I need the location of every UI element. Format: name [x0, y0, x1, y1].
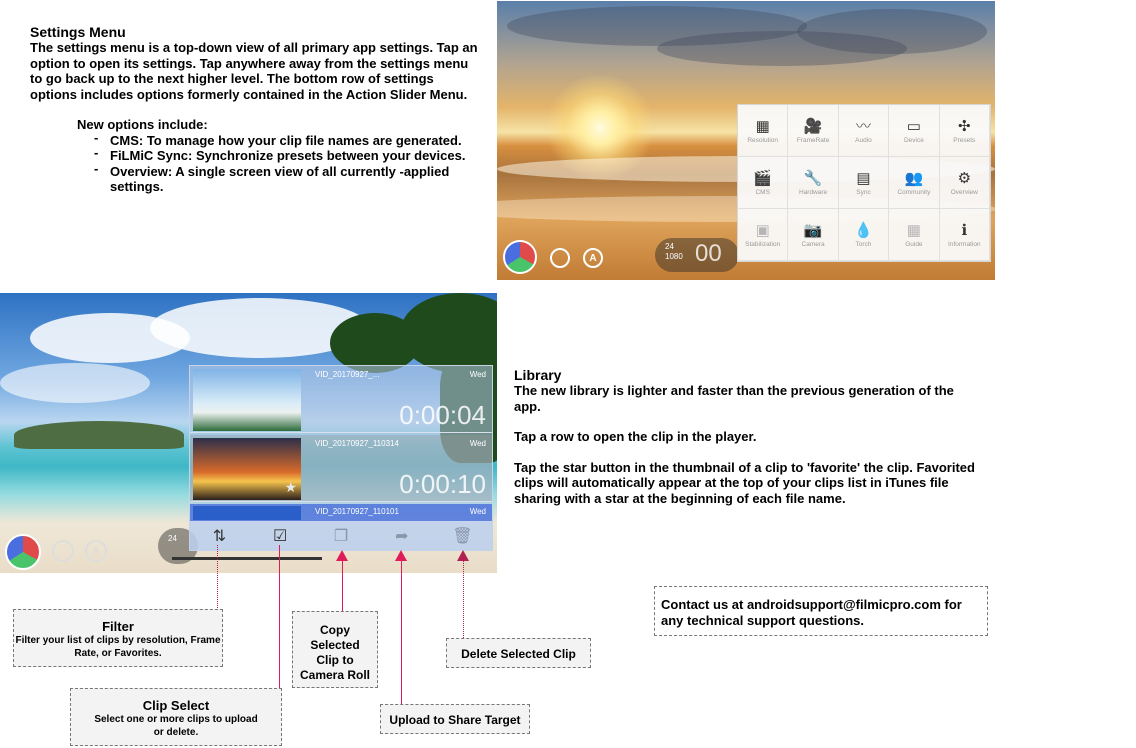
settings-option-guide[interactable]: [889, 209, 939, 261]
copy-connector: [342, 560, 343, 612]
contact-box: [654, 586, 988, 636]
color-wheel-icon[interactable]: [5, 534, 41, 570]
resolution-icon: ▦: [755, 117, 770, 135]
information-icon: ℹ: [961, 221, 968, 239]
library-clip-row[interactable]: [190, 504, 492, 522]
library-title: Library: [514, 367, 562, 383]
resolution-readout-top: 24: [665, 242, 674, 251]
community-icon: 👥: [904, 169, 924, 187]
clip-duration: 0:00:04: [399, 400, 486, 430]
settings-option-label: Information: [948, 240, 981, 248]
settings-option-label: Resolution: [747, 136, 779, 144]
settings-menu-title: Settings Menu: [30, 24, 126, 40]
delete-callout: [446, 638, 591, 668]
clip-name: VID_20170927_110314: [315, 439, 399, 448]
new-option-overview: - Overview: A single screen view of all currently -applied settings.: [108, 164, 480, 195]
clip-day: Wed: [469, 370, 486, 379]
settings-option-sync[interactable]: [839, 157, 889, 209]
clip-name: VID_20170927_110101: [315, 507, 399, 516]
favorite-star-icon[interactable]: ★: [284, 479, 297, 495]
delete-callout-title: Delete Selected Clip: [461, 647, 576, 661]
copy-callout: [292, 611, 378, 688]
clip-thumbnail[interactable]: [193, 369, 301, 431]
clip-select-callout-title: Clip Select: [142, 698, 210, 713]
settings-option-hardware[interactable]: [788, 157, 838, 209]
focus-reticle-icon[interactable]: [550, 248, 570, 268]
record-timer: 00: [695, 240, 722, 267]
hardware-icon: 🔧: [803, 169, 823, 187]
settings-option-label: Stabilization: [745, 240, 781, 248]
upload-callout-title: Upload to Share Target: [389, 713, 521, 727]
upload-connector: [401, 560, 402, 704]
settings-option-label: Presets: [953, 136, 976, 144]
settings-option-framerate[interactable]: [788, 105, 838, 157]
filter-callout: [13, 609, 223, 667]
clip-duration: 0:00:10: [399, 469, 486, 499]
settings-option-label: CMS: [755, 188, 770, 196]
frame-rate-icon: 🎥: [803, 117, 823, 135]
torch-icon: 💧: [854, 221, 873, 239]
copy-callout-title: Copy Selected Clip to Camera Roll: [299, 623, 371, 682]
sync-icon: ▤: [856, 169, 871, 187]
settings-option-label: Audio: [855, 136, 872, 144]
library-toolbar: [189, 521, 493, 551]
device-icon: ▭: [906, 117, 921, 135]
record-status-pill: [655, 238, 739, 272]
clip-day: Wed: [469, 439, 486, 448]
settings-option-device[interactable]: [889, 105, 939, 157]
filter-callout-desc: Filter your list of clips by resolution, Frame Rate, or Favorites.: [15, 635, 221, 659]
upload-arrow-icon: [395, 550, 407, 561]
copy-icon[interactable]: ❐: [333, 528, 349, 545]
audio-meter: [172, 557, 322, 560]
copy-arrow-icon: [336, 550, 348, 561]
library-paragraph-3: Tap the star button in the thumbnail of a clip to 'favorite' the clip. Favorited clips will automatically appear at the top of your clips list in iTunes file sharing with a star at the beginning of each file name.: [514, 459, 975, 506]
delete-icon[interactable]: 🗑: [452, 528, 473, 545]
clip-select-connector: [279, 545, 280, 689]
guide-icon: ▦: [906, 221, 921, 239]
settings-option-label: Camera: [801, 240, 825, 248]
settings-option-overview[interactable]: [940, 157, 990, 209]
library-paragraph-2: Tap a row to open the clip in the player.: [514, 429, 757, 444]
filter-icon[interactable]: ⇅: [212, 528, 227, 545]
settings-option-label: Sync: [856, 188, 871, 196]
resolution-readout-bottom: 1080: [665, 252, 683, 261]
settings-menu-paragraph: The settings menu is a top-down view of all primary app settings. Tap an option to open its settings. Tap anywhere away from the settings menu to go back up to the next higher level. The bottom row of settings options includes options formerly contained in the Action Slider Menu.: [30, 40, 478, 102]
color-wheel-icon[interactable]: [503, 240, 537, 274]
filter-connector: [217, 545, 218, 610]
stabilization-icon: ▣: [755, 221, 770, 239]
settings-option-cms[interactable]: [738, 157, 788, 209]
settings-option-audio[interactable]: [839, 105, 889, 157]
new-option-filmic-sync: - FiLMiC Sync: Synchronize presets between your devices.: [108, 148, 480, 164]
settings-option-label: Overview: [950, 188, 978, 196]
settings-option-label: Guide: [905, 240, 923, 248]
library-paragraph-1: The new library is lighter and faster than the previous generation of the app.: [514, 383, 954, 414]
exposure-auto-icon[interactable]: A: [85, 540, 107, 562]
resolution-readout-top: 24: [168, 534, 177, 543]
audio-icon: 〰: [855, 118, 871, 135]
clip-day: Wed: [469, 507, 486, 516]
new-options-intro: New options include:: [77, 117, 208, 132]
clip-select-callout-desc: Select one or more clips to upload or delete.: [94, 714, 258, 738]
settings-option-torch[interactable]: [839, 209, 889, 261]
settings-option-label: Hardware: [799, 188, 828, 196]
clip-thumbnail[interactable]: [193, 506, 301, 520]
focus-reticle-icon[interactable]: [52, 540, 74, 562]
settings-option-community[interactable]: [889, 157, 939, 209]
settings-option-information[interactable]: [940, 209, 990, 261]
settings-grid-overlay: [737, 104, 991, 262]
filter-callout-title: Filter: [102, 619, 134, 634]
settings-option-label: Torch: [855, 240, 872, 248]
clip-thumbnail[interactable]: [193, 438, 301, 500]
settings-option-label: Community: [897, 188, 931, 196]
delete-connector: [463, 560, 464, 638]
new-options-list: [108, 133, 480, 195]
settings-option-camera[interactable]: [788, 209, 838, 261]
delete-arrow-icon: [457, 550, 469, 561]
clip-name: VID_20170927_...: [315, 370, 380, 379]
overview-icon: ⚙: [957, 169, 972, 187]
library-description: [514, 367, 984, 521]
cms-icon: 🎬: [753, 169, 773, 187]
settings-menu-description: [30, 24, 480, 195]
settings-option-label: FrameRate: [796, 136, 830, 144]
clip-select-callout: [70, 688, 282, 746]
exposure-auto-icon[interactable]: A: [583, 248, 603, 268]
presets-icon: ✣: [958, 117, 971, 135]
library-clip-row[interactable]: [190, 435, 492, 502]
camera-icon: 📷: [803, 221, 823, 239]
contact-text: Contact us at androidsupport@filmicpro.com for any technical support questions.: [661, 597, 962, 628]
settings-option-label: Device: [903, 136, 924, 144]
settings-option-presets[interactable]: [940, 105, 990, 157]
share-icon[interactable]: ➦: [395, 528, 409, 545]
upload-callout: [380, 704, 530, 734]
settings-option-resolution[interactable]: [738, 105, 788, 157]
settings-option-stabilization[interactable]: [738, 209, 788, 261]
new-option-cms: - CMS: To manage how your clip file names are generated.: [108, 133, 480, 149]
library-clip-row[interactable]: [190, 366, 492, 433]
clip-select-icon[interactable]: ☑: [273, 528, 288, 545]
